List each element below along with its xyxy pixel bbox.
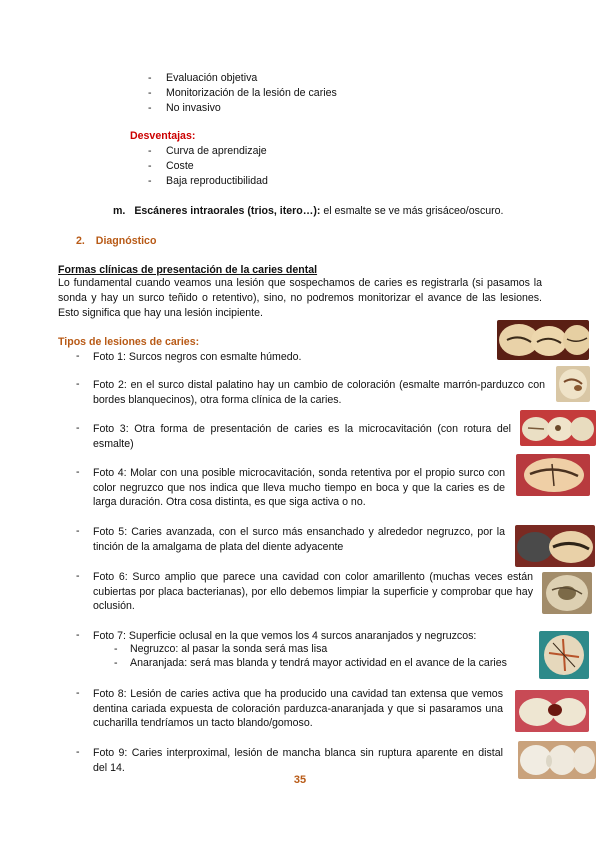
list-item: No invasivo xyxy=(166,102,221,114)
bullet-dash: - xyxy=(76,350,80,362)
clinical-forms-heading: Formas clínicas de presentación de la caries dental xyxy=(58,264,318,276)
list-item: Baja reproductibilidad xyxy=(166,175,268,187)
section-heading xyxy=(76,235,156,248)
scanners-bold: Escáneres intraorales (trios, itero…): xyxy=(134,205,321,217)
list-item: Evaluación objetiva xyxy=(166,72,258,84)
bullet-dash: - xyxy=(148,160,152,172)
bullet-dash: - xyxy=(148,87,152,99)
clinical-forms-paragraph: Lo fundamental cuando veamos una lesión que sospechamos de caries es registrarla (si pasamos la sonda y hay un surco teñido o retentivo), sino, no podremos monitorizar el avance de las lesiones. Esto significa que hay una lesión incipiente. xyxy=(58,277,542,319)
section-number: 2. xyxy=(76,235,85,247)
photo-6-image xyxy=(542,572,592,614)
photo-3-image xyxy=(520,410,596,446)
photo-4-image xyxy=(516,454,590,496)
bullet-dash: - xyxy=(76,687,80,699)
lesion-item-1: Foto 1: Surcos negros con esmalte húmedo. xyxy=(93,351,302,363)
bullet-dash: - xyxy=(148,175,152,187)
photo-2-image xyxy=(556,366,590,402)
list-item: Coste xyxy=(166,160,194,172)
bullet-dash: - xyxy=(148,72,152,84)
lesion-subitem: Anaranjada: será mas blanda y tendrá mayor actividad en el avance de la caries xyxy=(130,657,507,669)
list-item: Monitorización de la lesión de caries xyxy=(166,87,337,99)
bullet-dash: - xyxy=(148,102,152,114)
lesion-types-heading: Tipos de lesiones de caries: xyxy=(58,336,200,348)
bullet-dash: - xyxy=(76,525,80,537)
lesion-subitem: Negruzco: al pasar la sonda será mas lisa xyxy=(130,643,328,655)
bullet-dash: - xyxy=(76,570,80,582)
lesion-item-9: Foto 9: Caries interproximal, lesión de mancha blanca sin ruptura aparente en distal del 14. xyxy=(93,747,503,774)
scanners-line xyxy=(113,205,504,218)
bullet-dash: - xyxy=(76,466,80,478)
photo-1-image xyxy=(497,320,589,360)
bullet-dash: - xyxy=(76,629,80,641)
list-item: Curva de aprendizaje xyxy=(166,145,267,157)
bullet-dash: - xyxy=(114,643,118,655)
bullet-dash: - xyxy=(76,422,80,434)
lesion-item-7: Foto 7: Superficie oclusal en la que vemos los 4 surcos anaranjados y negruzcos: xyxy=(93,630,477,642)
lesion-item-4: Foto 4: Molar con una posible microcavitación, sonda retentiva por el propio surco con color negruzco que nos indica que lleva mucho tiempo en boca y que la caries es de larga duración. Otra cosa distinta, es que siga activa o no. xyxy=(93,467,505,508)
lesion-item-8: Foto 8: Lesión de caries activa que ha producido una cavidad tan extensa que vemos dentina cariada expuesta de coloración parduzca-anaranjada y que si pasaramos una cucharilla tendríamos un tacto blando/gomoso. xyxy=(93,688,503,729)
photo-7-image xyxy=(539,631,589,679)
lesion-item-3: Foto 3: Otra forma de presentación de caries es la microcavitación (con rotura del esmalte) xyxy=(93,423,511,450)
lesion-item-5: Foto 5: Caries avanzada, con el surco más ensanchado y alrededor negruzco, por la tinción de la amalgama de plata del diente adyacente xyxy=(93,526,505,553)
lesion-item-2: Foto 2: en el surco distal palatino hay un cambio de coloración (esmalte marrón-parduzco con bordes blanquecinos), otra forma clínica de la caries. xyxy=(93,379,545,406)
photo-5-image xyxy=(515,525,595,567)
bullet-dash: - xyxy=(76,746,80,758)
disadvantages-heading: Desventajas: xyxy=(130,130,196,142)
bullet-dash: - xyxy=(114,657,118,669)
bullet-dash: - xyxy=(148,145,152,157)
page-number: 35 xyxy=(293,774,307,786)
lesion-item-6: Foto 6: Surco amplio que parece una cavidad con color amarillento (muchas veces están cubiertas por placa bacterianas), por ello debemos limpiar la superficie y comprobar que hay oclusión. xyxy=(93,571,533,612)
photo-8-image xyxy=(515,690,589,732)
scanners-text: el esmalte se ve más grisáceo/oscuro. xyxy=(320,205,504,217)
section-title: Diagnóstico xyxy=(95,235,157,247)
bullet-dash: - xyxy=(76,378,80,390)
scanners-marker: m. xyxy=(113,205,126,217)
